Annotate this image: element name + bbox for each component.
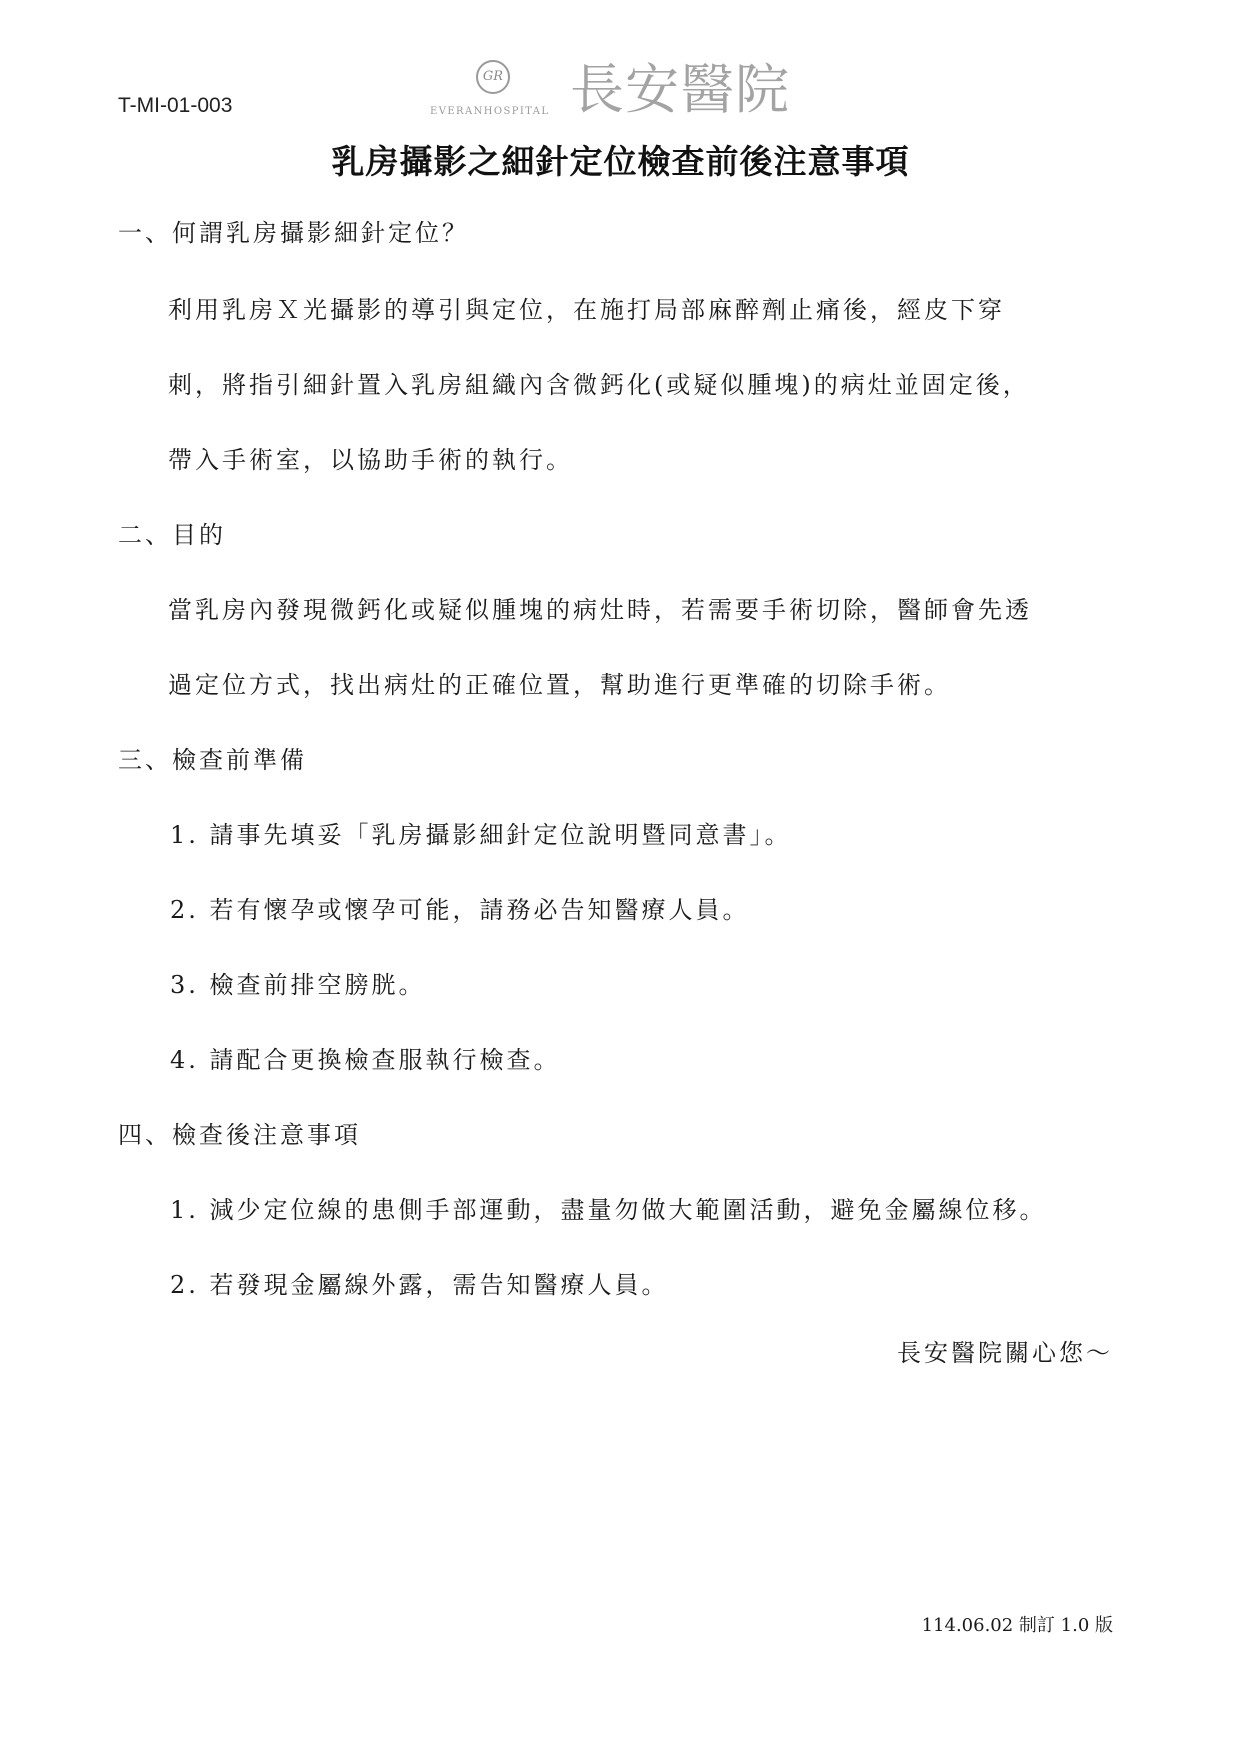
list-item: 1. 減少定位線的患側手部運動，盡量勿做大範圍活動，避免金屬線位移。 — [170, 1196, 1047, 1224]
paragraph-line: 當乳房內發現微鈣化或疑似腫塊的病灶時，若需要手術切除，醫師會先透 — [168, 596, 1032, 624]
paragraph-line: 利用乳房Ｘ光攝影的導引與定位，在施打局部麻醉劑止痛後，經皮下穿 — [168, 296, 1005, 324]
hospital-logo — [430, 58, 830, 122]
list-item: 3. 檢查前排空膀胱。 — [170, 971, 426, 999]
logo-seal-icon: GR — [476, 60, 510, 94]
version-note: 114.06.02 制訂 1.0 版 — [921, 1615, 1113, 1636]
section-heading-purpose: 二、目的 — [118, 521, 226, 549]
closing-message: 長安醫院關心您～ — [897, 1339, 1113, 1367]
paragraph-line: 刺，將指引細針置入乳房組織內含微鈣化(或疑似腫塊)的病灶並固定後， — [168, 371, 1030, 399]
section-heading-aftercare: 四、檢查後注意事項 — [118, 1121, 361, 1149]
paragraph-line: 過定位方式，找出病灶的正確位置，幫助進行更準確的切除手術。 — [168, 671, 951, 699]
list-item: 1. 請事先填妥「乳房攝影細針定位說明暨同意書」。 — [170, 821, 792, 849]
section-heading-definition: 一、何謂乳房攝影細針定位？ — [118, 219, 469, 247]
list-item: 2. 若發現金屬線外露，需告知醫療人員。 — [170, 1271, 669, 1299]
paragraph-line: 帶入手術室，以協助手術的執行。 — [168, 446, 573, 474]
document-code: T-MI-01-003 — [118, 94, 233, 117]
list-item: 4. 請配合更換檢查服執行檢查。 — [170, 1046, 561, 1074]
logo-english-name: EVERANHOSPITAL — [430, 106, 550, 117]
page-title: 乳房攝影之細針定位檢查前後注意事項 — [331, 142, 910, 181]
section-heading-preparation: 三、檢查前準備 — [118, 746, 307, 774]
list-item: 2. 若有懷孕或懷孕可能，請務必告知醫療人員。 — [170, 896, 750, 924]
logo-chinese-name: 長安醫院 — [570, 58, 790, 121]
